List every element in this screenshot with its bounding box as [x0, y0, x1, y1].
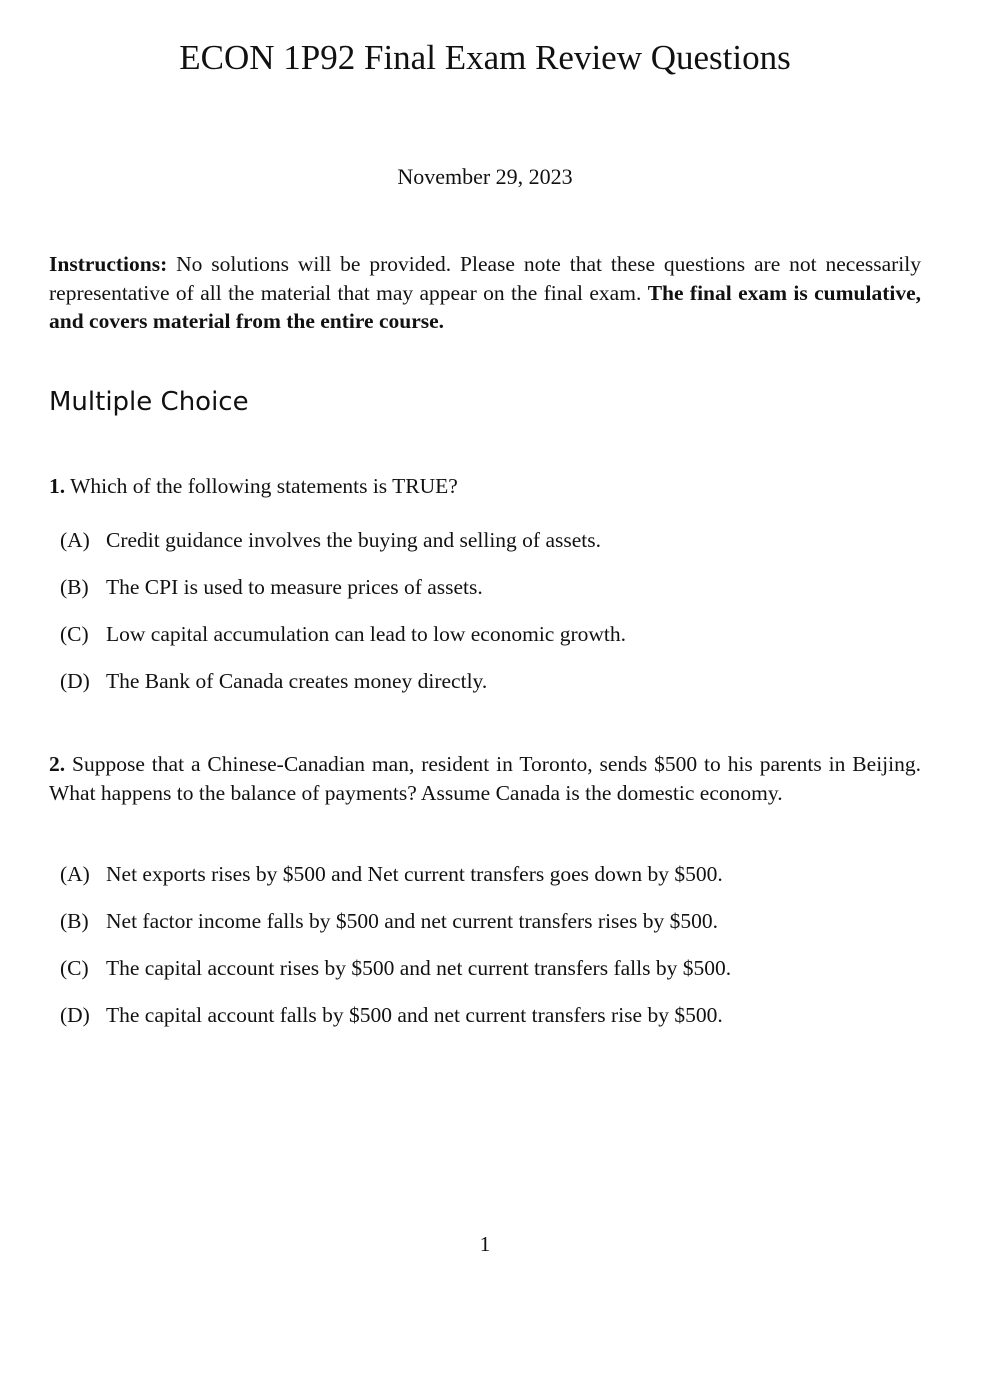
answer-option [60, 860, 930, 907]
instructions-emphasis: The final exam is cumulative, and covers material from the entire course. [49, 280, 922, 334]
answer-option [60, 954, 930, 1001]
answer-option [60, 1001, 930, 1048]
option-text: The Bank of Canada creates money directly. [106, 669, 488, 693]
question-1 [49, 472, 921, 501]
option-letter: (D) [60, 669, 90, 693]
section-heading: Multiple Choice [49, 387, 249, 417]
option-text: Credit guidance involves the buying and selling of assets. [106, 528, 602, 552]
question-text: Suppose that a Chinese-Canadian man, resident in Toronto, sends $500 to his parents in Beijing. What happens to the balance of payments? Assume Canada is the domestic economy. [49, 752, 921, 805]
option-letter: (D) [60, 1003, 90, 1027]
answer-option [60, 526, 930, 573]
answer-option [60, 907, 930, 954]
option-letter: (C) [60, 622, 89, 646]
option-text: Net factor income falls by $500 and net current transfers rises by $500. [106, 909, 718, 933]
question-2 [49, 750, 921, 807]
answer-option [60, 620, 930, 667]
page-number: 1 [479, 1232, 491, 1256]
document-date: November 29, 2023 [397, 164, 573, 189]
option-letter: (C) [60, 956, 89, 980]
option-text: Net exports rises by $500 and Net current transfers goes down by $500. [106, 862, 723, 886]
instructions-paragraph [49, 250, 921, 336]
option-text: The CPI is used to measure prices of assets. [106, 575, 483, 599]
answer-option [60, 573, 930, 620]
answer-option [60, 667, 930, 714]
question-2-options [60, 860, 930, 1048]
option-letter: (A) [60, 528, 90, 552]
option-letter: (B) [60, 575, 89, 599]
question-number: 1. [49, 474, 66, 498]
option-text: The capital account rises by $500 and net current transfers falls by $500. [106, 956, 732, 980]
instructions-label: Instructions: [49, 252, 168, 276]
option-text: The capital account falls by $500 and net current transfers rise by $500. [106, 1003, 723, 1027]
instructions-text: No solutions will be provided. Please note that these questions are not necessarily representative of all the material that may appear on the final exam. [49, 252, 921, 305]
question-1-options [60, 526, 930, 714]
option-text: Low capital accumulation can lead to low economic growth. [106, 622, 626, 646]
document-title: ECON 1P92 Final Exam Review Questions [179, 38, 791, 77]
question-number: 2. [49, 752, 66, 776]
option-letter: (A) [60, 862, 90, 886]
question-text: Which of the following statements is TRUE? [65, 474, 458, 498]
option-letter: (B) [60, 909, 89, 933]
